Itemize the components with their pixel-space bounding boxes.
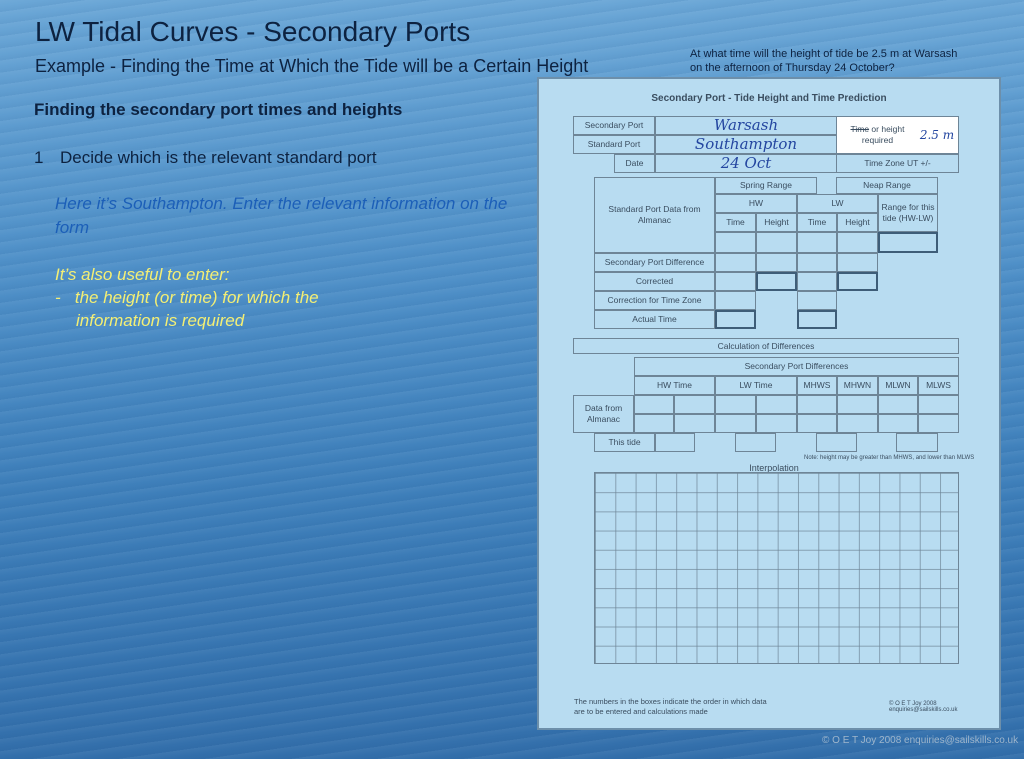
actual-time-label: Actual Time [594, 310, 715, 329]
input-cell[interactable] [674, 414, 715, 433]
input-cell[interactable] [735, 433, 776, 452]
secondary-port-label: Secondary Port [573, 116, 655, 135]
tide-prediction-form [537, 77, 1001, 730]
height-value: 2.5 m [919, 127, 955, 142]
form-footer-line-2: are to be entered and calculations made [574, 707, 708, 716]
interpolation-label: Interpolation [749, 462, 799, 473]
standard-port-label: Standard Port [573, 135, 655, 154]
question-line-1: At what time will the height of tide be 2.5 m at Warsash [690, 48, 958, 60]
section-heading: Finding the secondary port times and heights [34, 100, 403, 119]
lw-label: LW [797, 194, 878, 213]
spring-range-label: Spring Range [715, 177, 817, 194]
note-yellow [55, 263, 475, 332]
note-yellow-line-1: It’s also useful to enter: [55, 265, 230, 284]
input-cell[interactable] [756, 395, 797, 414]
input-cell[interactable] [715, 310, 756, 329]
input-cell[interactable] [715, 291, 756, 310]
input-cell[interactable] [837, 253, 878, 272]
input-cell[interactable] [756, 272, 797, 291]
input-cell[interactable] [715, 232, 756, 253]
input-cell[interactable] [674, 395, 715, 414]
input-cell[interactable] [878, 414, 918, 433]
input-cell[interactable] [837, 395, 878, 414]
standard-port-field[interactable] [655, 135, 837, 154]
form-copyright: © O E T Joy 2008 enquiries@sailskills.co.uk [889, 701, 958, 713]
input-cell[interactable] [797, 272, 837, 291]
mlwn-col: MLWN [878, 376, 918, 395]
input-cell[interactable] [837, 232, 878, 253]
data-from-almanac-label: Data from Almanac [573, 395, 634, 433]
hw-height-label: Height [756, 213, 797, 232]
height-note: Note: height may be greater than MHWS, and lower than MLWS [804, 455, 975, 461]
date-value: 24 Oct [720, 154, 772, 172]
input-cell[interactable] [756, 414, 797, 433]
input-cell[interactable] [837, 414, 878, 433]
input-cell[interactable] [797, 414, 837, 433]
range-input-cell[interactable] [878, 232, 938, 253]
note-blue: Here it’s Southampton. Enter the relevant information on the form [55, 194, 508, 237]
input-cell[interactable] [655, 433, 695, 452]
correction-tz-label: Correction for Time Zone [594, 291, 715, 310]
step-number: 1 [34, 148, 44, 167]
input-cell[interactable] [797, 232, 837, 253]
input-cell[interactable] [797, 395, 837, 414]
mhwn-col: MHWN [837, 376, 878, 395]
input-cell[interactable] [797, 253, 837, 272]
input-cell[interactable] [715, 272, 756, 291]
range-this-tide-label: Range for this tide (HW-LW) [878, 194, 938, 232]
input-cell[interactable] [896, 433, 938, 452]
calc-diff-label: Calculation of Differences [573, 338, 959, 354]
step-1 [34, 148, 377, 168]
corrected-label: Corrected [594, 272, 715, 291]
hw-label: HW [715, 194, 797, 213]
lw-height-label: Height [837, 213, 878, 232]
note-yellow-line-2 [55, 286, 475, 309]
form-footer-line-1: The numbers in the boxes indicate the order in which data [574, 697, 767, 706]
input-cell[interactable] [797, 310, 837, 329]
input-cell[interactable] [918, 395, 959, 414]
standard-port-value: Southampton [694, 135, 798, 153]
input-cell[interactable] [756, 253, 797, 272]
input-cell[interactable] [837, 272, 878, 291]
mlws-col: MLWS [918, 376, 959, 395]
slide-title: LW Tidal Curves - Secondary Ports [35, 16, 471, 47]
mhws-col: MHWS [797, 376, 837, 395]
input-cell[interactable] [634, 395, 674, 414]
hw-time-col: HW Time [634, 376, 715, 395]
step-text: Decide which is the relevant standard port [60, 148, 377, 167]
sec-port-diffs-label: Secondary Port Differences [634, 357, 959, 376]
input-cell[interactable] [715, 395, 756, 414]
lw-time-col: LW Time [715, 376, 797, 395]
date-label: Date [614, 154, 655, 173]
height-required-label: or height required [861, 124, 905, 145]
input-cell[interactable] [816, 433, 857, 452]
input-cell[interactable] [878, 395, 918, 414]
form-title: Secondary Port - Tide Height and Time Prediction [651, 93, 887, 104]
note-yellow-line-3: information is required [76, 311, 245, 330]
input-cell[interactable] [634, 414, 674, 433]
standard-port-data-label: Standard Port Data from Almanac [594, 177, 715, 253]
input-cell[interactable] [715, 414, 756, 433]
note-yellow-text-2: the height (or time) for which the [74, 288, 319, 307]
input-cell[interactable] [715, 253, 756, 272]
neap-range-label: Neap Range [836, 177, 938, 194]
hw-time-label: Time [715, 213, 756, 232]
lw-time-label: Time [797, 213, 837, 232]
secondary-port-value: Warsash [713, 116, 779, 134]
slide-footer: © O E T Joy 2008 enquiries@sailskills.co.uk [822, 735, 1019, 746]
question-line-2: on the afternoon of Thursday 24 October? [690, 62, 895, 74]
height-value-field[interactable] [916, 116, 959, 154]
date-field[interactable] [655, 154, 837, 173]
interpolation-grid[interactable] [594, 472, 959, 664]
timezone-label: Time Zone UT +/- [836, 154, 959, 173]
input-cell[interactable] [797, 291, 837, 310]
question [690, 47, 957, 75]
secondary-port-field[interactable] [655, 116, 837, 135]
sec-port-diff-label: Secondary Port Difference [594, 253, 715, 272]
this-tide-label: This tide [594, 433, 655, 452]
input-cell[interactable] [756, 232, 797, 253]
slide-subtitle: Example - Finding the Time at Which the Tide will be a Certain Height [35, 56, 589, 76]
input-cell[interactable] [918, 414, 959, 433]
note-dash: - [55, 288, 61, 307]
form-footer-note [574, 697, 767, 717]
time-strike: Time [850, 124, 870, 134]
